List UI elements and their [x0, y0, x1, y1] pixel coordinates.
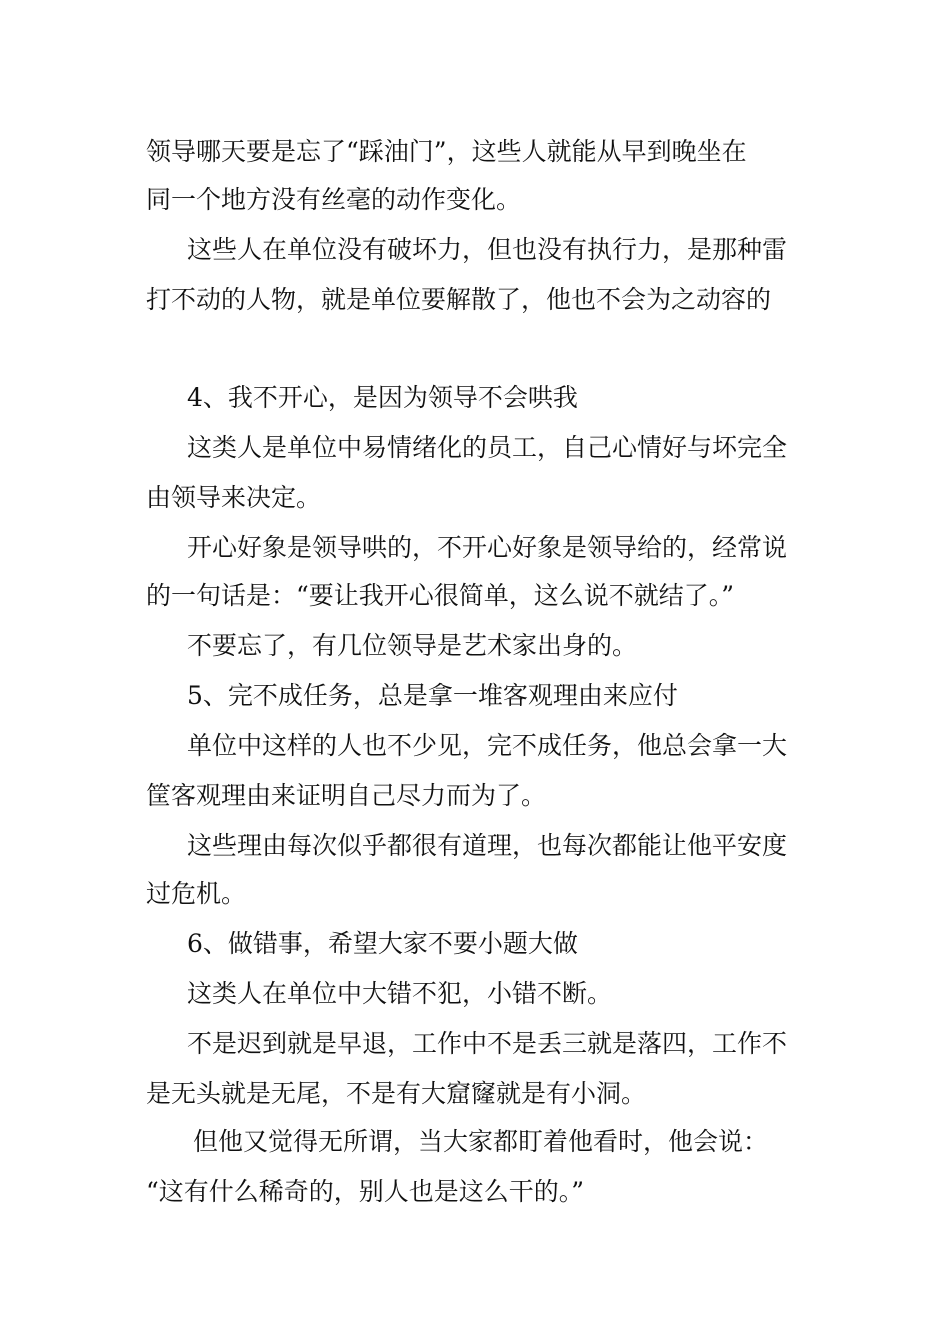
paragraph-line: “这有什么稀奇的，别人也是这么干的。” — [146, 1177, 585, 1206]
paragraph-line: 这些人在单位没有破坏力，但也没有执行力，是那种雷 — [187, 235, 788, 264]
paragraph-line: 不要忘了，有几位领导是艺术家出身的。 — [187, 631, 638, 660]
paragraph-line: 由领导来决定。 — [146, 483, 322, 512]
paragraph-line: 不是迟到就是早退，工作中不是丢三就是落四，工作不 — [187, 1029, 788, 1058]
paragraph-line: 开心好象是领导哄的，不开心好象是领导给的，经常说 — [187, 533, 788, 562]
paragraph-line: 这类人在单位中大错不犯，小错不断。 — [187, 979, 613, 1008]
paragraph-line: 是无头就是无尾，不是有大窟窿就是有小洞。 — [146, 1079, 647, 1108]
paragraph-line: 单位中这样的人也不少见，完不成任务，他总会拿一大 — [187, 731, 788, 760]
paragraph-line: 的一句话是：“要让我开心很简单，这么说不就结了。” — [146, 581, 735, 610]
section-heading: 6、做错事，希望大家不要小题大做 — [187, 929, 578, 958]
paragraph-line: 筐客观理由来证明自己尽力而为了。 — [146, 781, 547, 810]
paragraph-line: 打不动的人物，就是单位要解散了，他也不会为之动容的 — [146, 285, 772, 314]
paragraph-line: 这些理由每次似乎都很有道理，也每次都能让他平安度 — [187, 831, 788, 860]
paragraph-line: 领导哪天要是忘了“踩油门”，这些人就能从早到晚坐在 — [146, 137, 747, 166]
paragraph-line: 过危机。 — [146, 879, 247, 908]
paragraph-line: 这类人是单位中易情绪化的员工，自己心情好与坏完全 — [187, 433, 788, 462]
section-heading: 4、我不开心，是因为领导不会哄我 — [187, 383, 578, 412]
section-heading: 5、完不成任务，总是拿一堆客观理由来应付 — [187, 681, 678, 710]
paragraph-line: 但他又觉得无所谓，当大家都盯着他看时，他会说： — [193, 1127, 769, 1156]
paragraph-line: 同一个地方没有丝毫的动作变化。 — [146, 185, 522, 214]
